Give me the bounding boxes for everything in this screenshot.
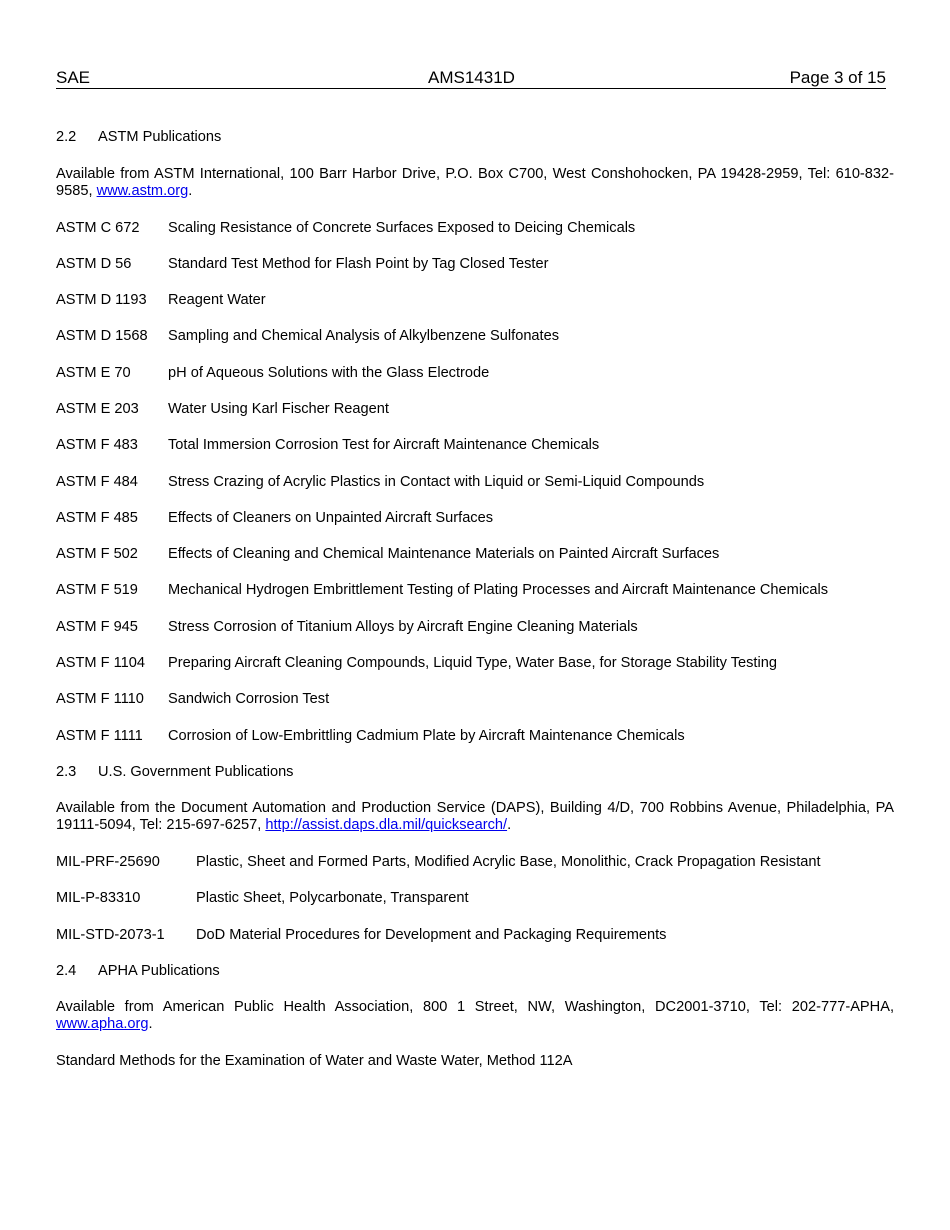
section-heading-apha: 2.4 APHA Publications bbox=[56, 963, 220, 979]
section-heading-us-government: 2.3 U.S. Government Publications bbox=[56, 764, 294, 780]
reference-row: ASTM D 56 Standard Test Method for Flash Point by Tag Closed Tester bbox=[56, 256, 549, 272]
reference-row: ASTM D 1193 Reagent Water bbox=[56, 292, 266, 308]
page-header bbox=[56, 68, 886, 89]
assist-link[interactable]: http://assist.daps.dla.mil/quicksearch/ bbox=[265, 817, 508, 833]
header-page-number: Page 3 of 15 bbox=[789, 68, 886, 87]
reference-row: MIL-P-83310 Plastic Sheet, Polycarbonate, Transparent bbox=[56, 890, 469, 906]
daps-availability: Available from the Document Automation and Production Service (DAPS), Building 4/D, 700 Robbins Avenue, Philadelphia, PA 19111-5094, Tel: 215-697-6257, http://assist.daps.dla.mil/quicksearch/. bbox=[56, 800, 894, 833]
header-org: SAE bbox=[56, 68, 91, 87]
reference-row: ASTM E 203 Water Using Karl Fischer Reagent bbox=[56, 401, 389, 417]
reference-row: ASTM C 672 Scaling Resistance of Concrete Surfaces Exposed to Deicing Chemicals bbox=[56, 220, 636, 236]
astm-availability: Available from ASTM International, 100 Barr Harbor Drive, P.O. Box C700, West Conshohocken, PA 19428-2959, Tel: 610-832-9585, www.astm.org. bbox=[56, 166, 894, 199]
section-heading-astm: 2.2 ASTM Publications bbox=[56, 129, 222, 145]
apha-availability: Available from American Public Health Association, 800 1 Street, NW, Washington, DC2001-3710, Tel: 202-777-APHA, www.apha.org. bbox=[56, 999, 894, 1032]
reference-row: ASTM F 485 Effects of Cleaners on Unpainted Aircraft Surfaces bbox=[56, 510, 494, 526]
reference-row: ASTM F 519 Mechanical Hydrogen Embrittlement Testing of Plating Processes and Aircraft Maintenance Chemicals bbox=[56, 582, 829, 598]
reference-row: ASTM F 1111 Corrosion of Low-Embrittling Cadmium Plate by Aircraft Maintenance Chemicals bbox=[56, 728, 685, 744]
reference-row: ASTM E 70 pH of Aqueous Solutions with the Glass Electrode bbox=[56, 365, 490, 381]
header-doc-number: AMS1431D bbox=[428, 68, 515, 87]
reference-row: ASTM F 1104 Preparing Aircraft Cleaning Compounds, Liquid Type, Water Base, for Storage Stability Testing bbox=[56, 655, 777, 671]
reference-row: ASTM F 1110 Sandwich Corrosion Test bbox=[56, 691, 330, 707]
astm-link[interactable]: www.astm.org bbox=[96, 183, 189, 199]
reference-row: ASTM F 502 Effects of Cleaning and Chemical Maintenance Materials on Painted Aircraft Surfaces bbox=[56, 546, 720, 562]
reference-row: MIL-STD-2073-1 DoD Material Procedures for Development and Packaging Requirements bbox=[56, 927, 667, 943]
reference-row: ASTM F 483 Total Immersion Corrosion Test for Aircraft Maintenance Chemicals bbox=[56, 437, 600, 453]
reference-row: ASTM D 1568 Sampling and Chemical Analysis of Alkylbenzene Sulfonates bbox=[56, 328, 560, 344]
reference-row: ASTM F 945 Stress Corrosion of Titanium Alloys by Aircraft Engine Cleaning Materials bbox=[56, 619, 638, 635]
apha-standard-methods: Standard Methods for the Examination of Water and Waste Water, Method 112A bbox=[56, 1053, 573, 1069]
reference-row: MIL-PRF-25690 Plastic, Sheet and Formed Parts, Modified Acrylic Base, Monolithic, Crack Propagation Resistant bbox=[56, 854, 821, 870]
apha-link[interactable]: www.apha.org bbox=[56, 1016, 149, 1032]
reference-row: ASTM F 484 Stress Crazing of Acrylic Plastics in Contact with Liquid or Semi-Liquid Compounds bbox=[56, 474, 705, 490]
